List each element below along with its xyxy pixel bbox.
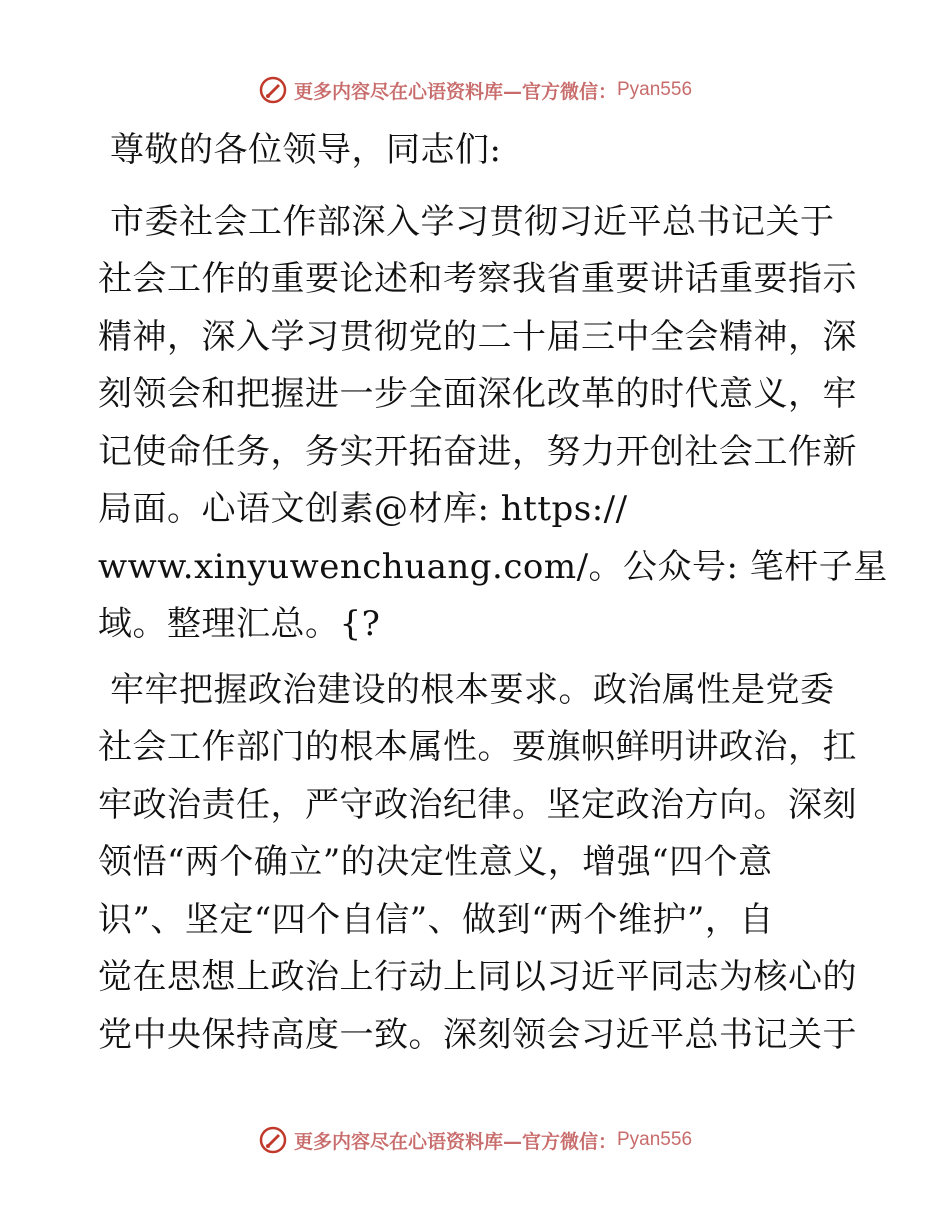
paragraph-line: 牢牢把握政治建设的根本要求。政治属性是党委 bbox=[110, 669, 835, 710]
paragraph-line: 市委社会工作部深入学习贯彻习近平总书记关于 bbox=[110, 201, 835, 242]
paragraph-line: 域。整理汇总。{? bbox=[98, 604, 381, 644]
watermark-text: 更多内容尽在心语资料库—官方微信： bbox=[293, 80, 617, 103]
header-watermark bbox=[0, 70, 950, 110]
paragraph-line: 识”、坚定“四个自信”、做到“两个维护”，自 bbox=[98, 899, 774, 940]
footer-watermark bbox=[0, 1120, 950, 1160]
salutation bbox=[98, 122, 858, 180]
paragraph-line: 精神，深入学习贯彻党的二十届三中全会精神，深 bbox=[98, 316, 857, 357]
watermark-handle: Pyan556 bbox=[617, 1129, 693, 1150]
paragraph-line: 党中央保持高度一致。深刻领会习近平总书记关于 bbox=[98, 1014, 857, 1055]
paragraph-line: 牢政治责任，严守政治纪律。坚定政治方向。深刻 bbox=[98, 784, 857, 825]
paragraph-line: 刻领会和把握进一步全面深化改革的时代意义，牢 bbox=[98, 374, 857, 414]
paragraph-line: www.xinyuwenchuang.com/。公众号: 笔杆子星 bbox=[98, 546, 888, 587]
paragraph-1 bbox=[98, 194, 888, 654]
paragraph-line: 局面。心语文创素@材库: https:// bbox=[98, 489, 628, 529]
brand-logo-icon bbox=[258, 75, 288, 105]
paragraph-line: 觉在思想上政治上行动上同以习近平同志为核心的 bbox=[98, 957, 857, 997]
paragraph-line: 记使命任务，务实开拓奋进，努力开创社会工作新 bbox=[98, 431, 857, 472]
document-body bbox=[98, 122, 888, 1072]
watermark-handle: Pyan556 bbox=[617, 79, 693, 100]
paragraph-line: 社会工作部门的根本属性。要旗帜鲜明讲政治，扛 bbox=[98, 727, 857, 767]
salutation-text: 尊敬的各位领导，同志们: bbox=[110, 130, 502, 170]
paragraph-line: 社会工作的重要论述和考察我省重要讲话重要指示 bbox=[98, 259, 857, 299]
paragraph-2 bbox=[98, 662, 858, 1065]
paragraph-line: 领悟“两个确立”的决定性意义，增强“四个意 bbox=[98, 842, 773, 882]
brand-logo-icon bbox=[258, 1125, 288, 1155]
watermark-text: 更多内容尽在心语资料库—官方微信： bbox=[293, 1130, 617, 1153]
